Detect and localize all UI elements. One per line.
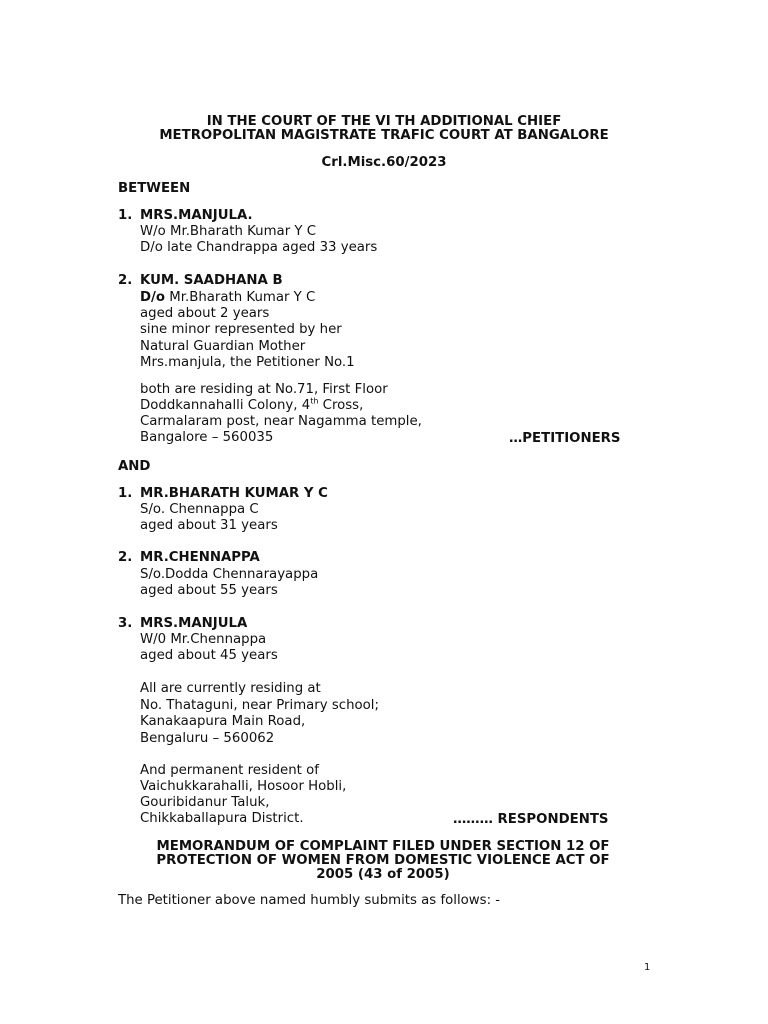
respondent-2-line: aged about 55 years — [140, 583, 278, 598]
petitioners-label: …PETITIONERS — [509, 431, 621, 446]
intro-paragraph: The Petitioner above named humbly submits as follows: - — [118, 893, 501, 908]
petitioners-address-line: both are residing at No.71, First Floor — [140, 382, 388, 397]
respondent-3-name: MRS.MANJULA — [140, 616, 248, 631]
petitioners-address-line: Carmalaram post, near Nagamma temple, — [140, 414, 422, 429]
petitioner-2-line: Mrs.manjula, the Petitioner No.1 — [140, 355, 355, 370]
respondent-1-line: aged about 31 years — [140, 518, 278, 533]
and-label: AND — [118, 459, 151, 474]
respondent-3-number: 3. — [118, 616, 133, 631]
respondent-2-number: 2. — [118, 550, 133, 565]
address-text: Doddkannahalli Colony, 4 — [140, 398, 311, 413]
petitioner-1-line: D/o late Chandrappa aged 33 years — [140, 240, 378, 255]
respondent-2-name: MR.CHENNAPPA — [140, 550, 260, 565]
respondents-permanent-address-line: Gouribidanur Taluk, — [140, 795, 270, 810]
respondent-1-line: S/o. Chennappa C — [140, 502, 259, 517]
address-text: Cross, — [318, 398, 364, 413]
respondent-3-line: aged about 45 years — [140, 648, 278, 663]
respondents-permanent-address-line: Chikkaballapura District. — [140, 811, 304, 826]
petitioner-2-line: aged about 2 years — [140, 306, 270, 321]
respondent-1-name: MR.BHARATH KUMAR Y C — [140, 486, 328, 501]
case-number: Crl.Misc.60/2023 — [321, 155, 447, 170]
respondents-permanent-address-line: And permanent resident of — [140, 763, 319, 778]
address-superscript: th — [310, 396, 319, 406]
petitioner-2-line: sine minor represented by her — [140, 322, 342, 337]
memorandum-title-line1: MEMORANDUM OF COMPLAINT FILED UNDER SECTION 12 OF — [156, 839, 610, 854]
petitioner-1-number: 1. — [118, 208, 133, 223]
petitioner-2-line: Natural Guardian Mother — [140, 339, 306, 354]
respondents-current-address-line: Bengaluru – 560062 — [140, 731, 275, 746]
respondents-label: ……… RESPONDENTS — [453, 812, 609, 827]
petitioner-2-relation — [140, 290, 315, 306]
respondents-current-address-line: Kanakaapura Main Road, — [140, 714, 306, 729]
petitioner-2-number: 2. — [118, 273, 133, 288]
petitioner-1-line: W/o Mr.Bharath Kumar Y C — [140, 224, 317, 239]
memorandum-title-line2: PROTECTION OF WOMEN FROM DOMESTIC VIOLENCE ACT OF — [156, 853, 610, 868]
respondents-permanent-address-line: Vaichukkarahalli, Hosoor Hobli, — [140, 779, 347, 794]
court-heading-line1: IN THE COURT OF THE VI TH ADDITIONAL CHIEF — [206, 114, 562, 129]
petitioners-address-line: Bangalore – 560035 — [140, 430, 274, 445]
petitioner-2-relation-text: Mr.Bharath Kumar Y C — [165, 290, 316, 305]
memorandum-title-line3: 2005 (43 of 2005) — [316, 867, 450, 882]
petitioner-2-name: KUM. SAADHANA B — [140, 273, 283, 288]
petitioners-address-line — [140, 398, 363, 414]
respondent-1-number: 1. — [118, 486, 133, 501]
respondents-current-address-line: All are currently residing at — [140, 681, 321, 696]
court-heading-line2: METROPOLITAN MAGISTRATE TRAFIC COURT AT BANGALORE — [159, 128, 609, 143]
respondent-3-line: W/0 Mr.Chennappa — [140, 632, 267, 647]
respondents-current-address-line: No. Thataguni, near Primary school; — [140, 698, 379, 713]
petitioner-1-name: MRS.MANJULA. — [140, 208, 253, 223]
respondent-2-line: S/o.Dodda Chennarayappa — [140, 567, 319, 582]
between-label: BETWEEN — [118, 181, 191, 196]
petitioner-2-relation-label: D/o — [140, 290, 166, 305]
page-number: 1 — [644, 962, 651, 973]
